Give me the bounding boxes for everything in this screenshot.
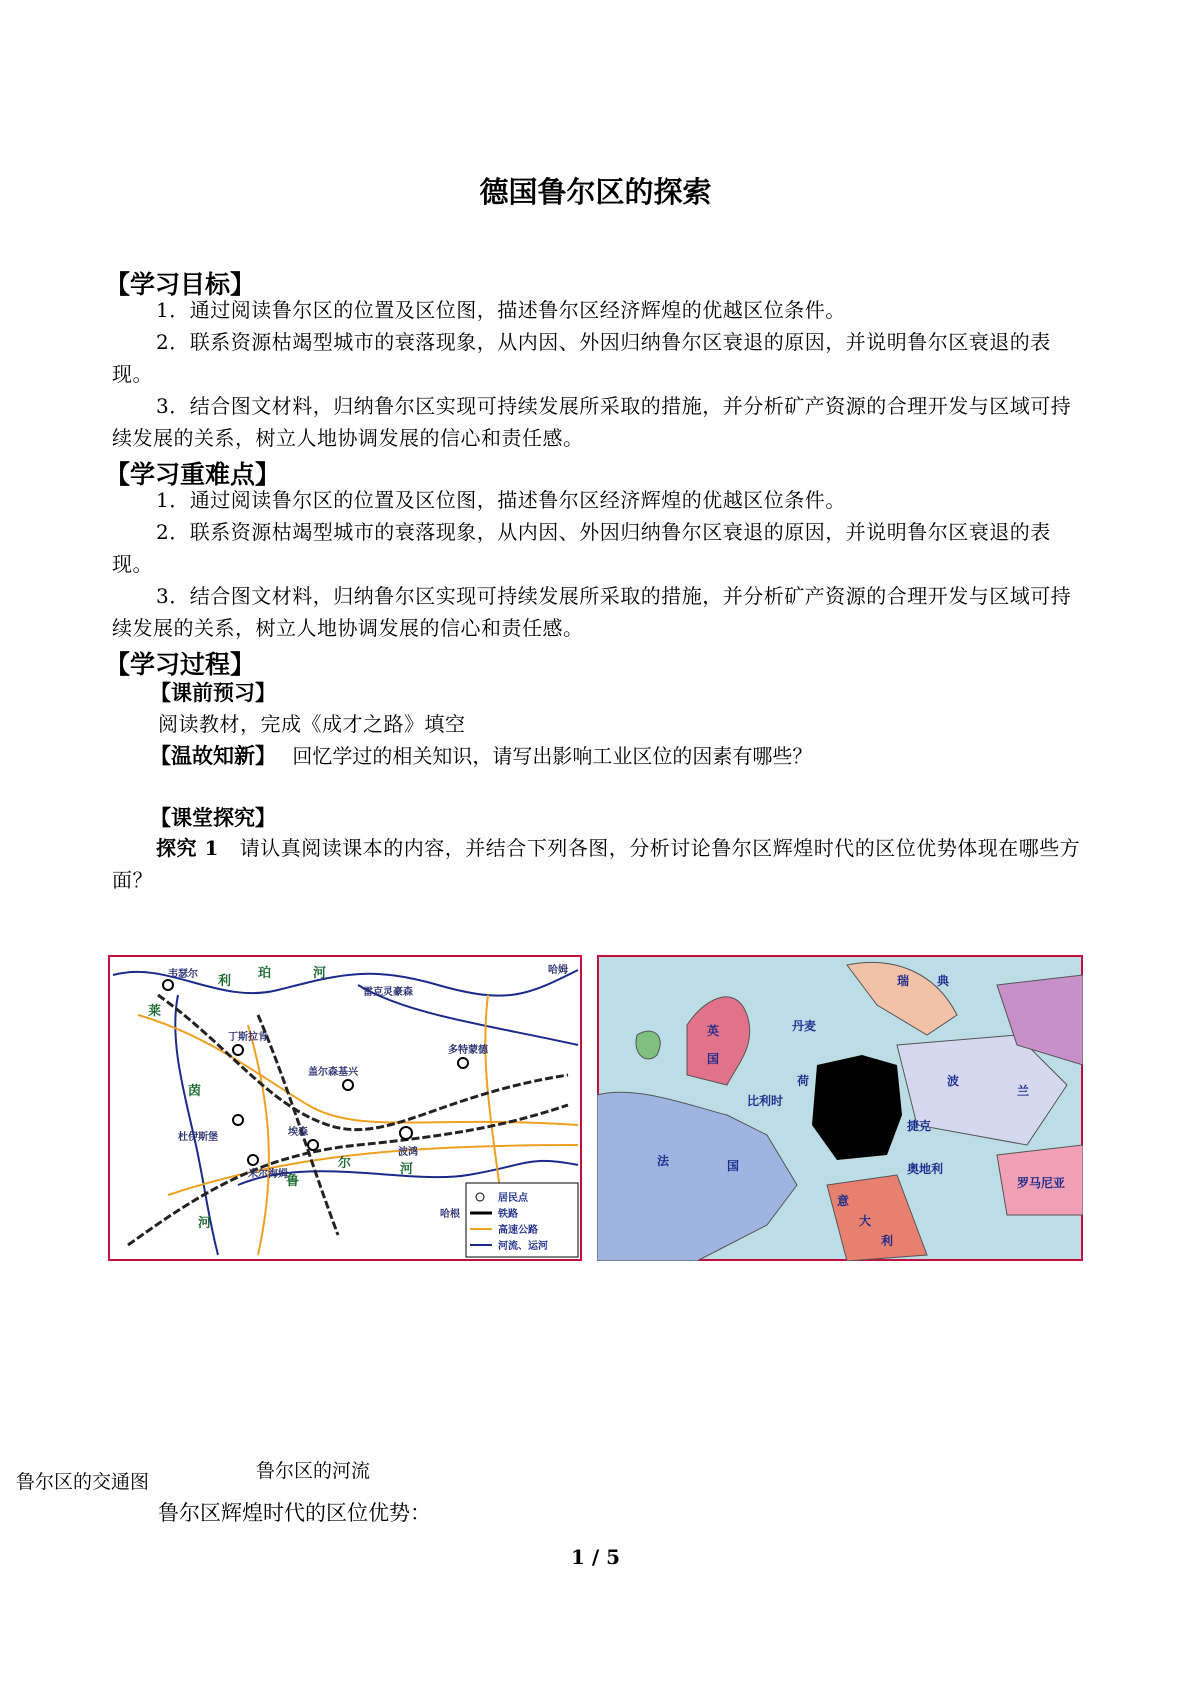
- label-italy-2: 大: [859, 1214, 872, 1228]
- river-label: 利: [218, 974, 232, 989]
- label-poland-2: 兰: [1017, 1084, 1030, 1098]
- label-sweden-2: 典: [937, 974, 950, 988]
- city-muelheim: 米尔海姆: [248, 1169, 288, 1180]
- legend-highway: 高速公路: [498, 1225, 538, 1236]
- process-heading: 【学习过程】: [105, 650, 256, 679]
- caption-river-map: 鲁尔区的河流: [256, 1460, 371, 1482]
- river-label: 河: [313, 966, 327, 981]
- class-explore-label: 【课堂探究】: [150, 806, 276, 830]
- explore-label: 探究 1: [156, 836, 219, 860]
- river-label: 河: [198, 1216, 212, 1231]
- goal-item-1: 1．通过阅读鲁尔区的位置及区位图，描述鲁尔区经济辉煌的优越区位条件。: [156, 298, 846, 322]
- keypoint-item-1: 1．通过阅读鲁尔区的位置及区位图，描述鲁尔区经济辉煌的优越区位条件。: [156, 488, 846, 512]
- label-britain-1: 英: [707, 1024, 720, 1038]
- city-essen: 埃森: [288, 1127, 308, 1138]
- city-recklinghausen: 雷克灵豪森: [363, 987, 413, 998]
- explore-paragraph: [112, 832, 1087, 896]
- label-britain-2: 国: [707, 1052, 720, 1066]
- ruhr-transport-map: [108, 955, 582, 1261]
- label-italy-1: 意: [837, 1194, 850, 1208]
- label-france-2: 国: [727, 1159, 740, 1173]
- city-duisburg: 杜伊斯堡: [178, 1132, 218, 1143]
- label-romania: 罗马尼亚: [1017, 1176, 1066, 1190]
- city-gelsenkirchen: 盖尔森基兴: [308, 1067, 358, 1078]
- label-poland-1: 波: [947, 1074, 960, 1088]
- review-text: 回忆学过的相关知识，请写出影响工业区位的因素有哪些？: [292, 744, 813, 768]
- label-czech: 捷克: [907, 1119, 932, 1133]
- river-label: 茵: [188, 1084, 202, 1099]
- keypoint-item-2: 2．联系资源枯竭型城市的衰落现象，从内因、外因归纳鲁尔区衰退的原因，并说明鲁尔区衰退的表现。: [112, 520, 1051, 576]
- review-label: 【温故知新】: [150, 744, 276, 768]
- keypoints-heading: 【学习重难点】: [105, 460, 281, 489]
- goals-heading: 【学习目标】: [105, 270, 256, 299]
- label-italy-3: 利: [881, 1234, 894, 1248]
- river-label: 河: [400, 1162, 414, 1177]
- legend-river-canal: 河流、运河: [498, 1241, 548, 1252]
- map-legend: [466, 1183, 578, 1257]
- explore-text: 请认真阅读课本的内容，并结合下列各图，分析讨论鲁尔区辉煌时代的区位优势体现在哪些方面？: [112, 836, 1081, 892]
- city-hagen: 哈根: [440, 1209, 460, 1220]
- goal-item-3: 3．结合图文材料，归纳鲁尔区实现可持续发展所采取的措施，并分析矿产资源的合理开发与区域可持续发展的关系，树立人地协调发展的信心和责任感。: [112, 394, 1072, 450]
- caption-transport-map: 鲁尔区的交通图: [16, 1471, 150, 1493]
- label-sweden-1: 瑞: [897, 974, 910, 988]
- label-netherlands: 荷: [797, 1074, 810, 1088]
- label-france-1: 法: [657, 1154, 670, 1168]
- river-label: 珀: [258, 966, 272, 981]
- label-belgium: 比利时: [747, 1094, 784, 1108]
- page-number: 1 / 5: [570, 1545, 621, 1569]
- city-dortmund: 多特蒙德: [448, 1045, 488, 1056]
- preview-label: 【课前预习】: [150, 681, 276, 705]
- answer-prompt: 鲁尔区辉煌时代的区位优势：: [158, 1501, 431, 1525]
- city-dinslaken: 丁斯拉肯: [228, 1032, 268, 1043]
- river-label: 莱: [148, 1004, 162, 1019]
- europe-location-map: [597, 955, 1083, 1261]
- goal-item-2: 2．联系资源枯竭型城市的衰落现象，从内因、外因归纳鲁尔区衰退的原因，并说明鲁尔区衰退的表现。: [112, 330, 1051, 386]
- label-austria: 奥地利: [907, 1162, 944, 1176]
- city-bochum: 波鸿: [398, 1147, 418, 1158]
- keypoint-item-3: 3．结合图文材料，归纳鲁尔区实现可持续发展所采取的措施，并分析矿产资源的合理开发与区域可持续发展的关系，树立人地协调发展的信心和责任感。: [112, 584, 1072, 640]
- city-hamm: 哈姆: [548, 965, 568, 976]
- river-label: 尔: [338, 1156, 352, 1171]
- legend-settlement: 居民点: [498, 1193, 528, 1204]
- review-line: [150, 740, 812, 770]
- river-label: 鲁: [286, 1174, 300, 1189]
- page-title: 德国鲁尔区的探索: [479, 175, 712, 209]
- city-wesel: 韦瑟尔: [168, 969, 198, 980]
- preview-text: 阅读教材，完成《成才之路》填空: [158, 712, 466, 736]
- legend-railway: 铁路: [498, 1209, 518, 1220]
- label-denmark: 丹麦: [792, 1019, 817, 1033]
